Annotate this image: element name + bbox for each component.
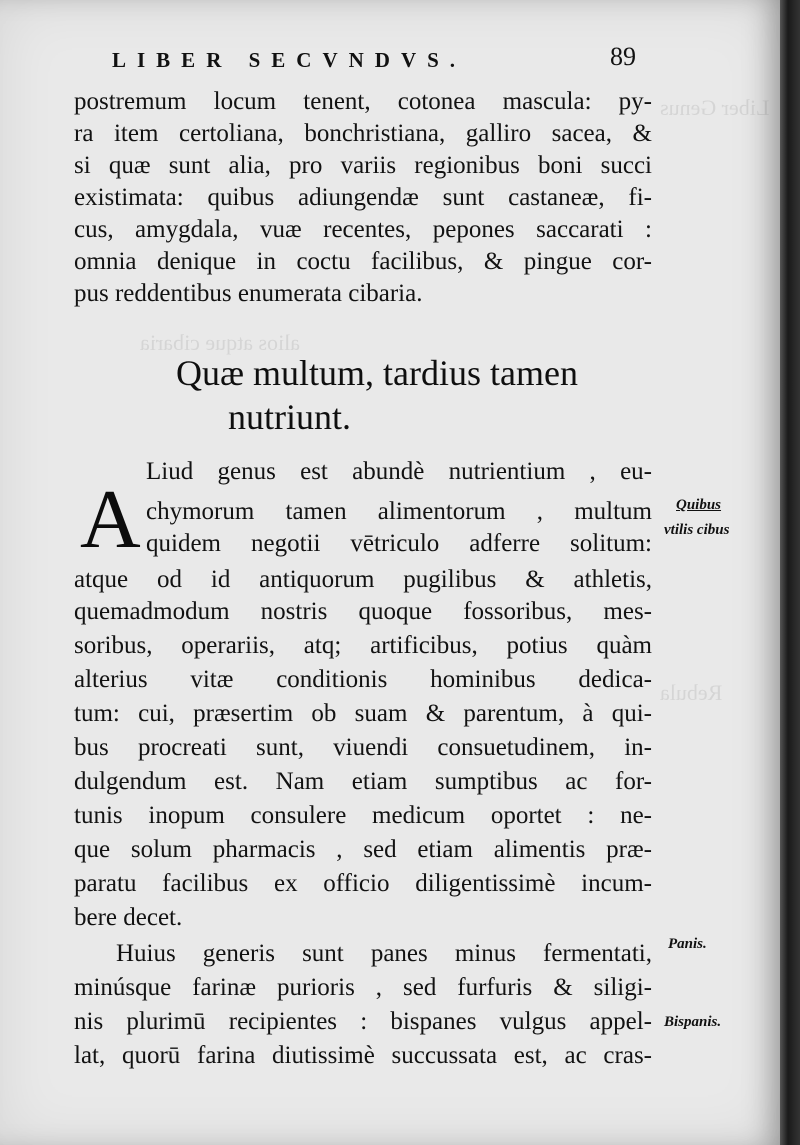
text-line: que solum pharmacis , sed etiam alimentis præ- [74, 836, 652, 863]
text-line: Huius generis sunt panes minus fermentati, [116, 940, 652, 967]
page-number: 89 [610, 42, 636, 71]
text-line: lat, quorū farina diutissimè succussata est, ac cras- [74, 1042, 652, 1069]
text-line: soribus, operariis, atq; artificibus, potius quàm [74, 632, 652, 659]
text-line: si quæ sunt alia, pro variis regionibus boni succi [74, 152, 652, 179]
text-line: alterius vitæ conditionis hominibus dedica- [74, 666, 652, 693]
running-title: LIBER SECVNDVS. [112, 48, 467, 72]
text-line: tunis inopum consulere medicum oportet : ne- [74, 802, 652, 829]
margin-note: Panis. [668, 936, 707, 952]
margin-note: vtilis cibus [664, 522, 730, 538]
bleed-through-text: alios atque cibaria [140, 330, 301, 355]
text-line: existimata: quibus adiungendæ sunt castaneæ, fi- [74, 184, 652, 211]
margin-note: Quibus [676, 497, 722, 513]
text-line: omnia denique in coctu facilibus, & pingue cor- [74, 248, 652, 275]
text-line: bere decet. [74, 904, 183, 931]
text-line: pus reddentibus enumerata cibaria. [74, 280, 423, 307]
drop-cap: A [80, 473, 141, 566]
text-line: dulgendum est. Nam etiam sumptibus ac for- [74, 768, 652, 795]
text-line: quidem negotii vētriculo adferre solitum: [146, 530, 652, 557]
text-line: atque od id antiquorum pugilibus & athletis, [74, 566, 652, 593]
text-line: nis plurimū recipientes : bispanes vulgus appel- [74, 1008, 652, 1035]
text-line: Liud genus est abundè nutrientium , eu- [146, 458, 652, 485]
text-line: chymorum tamen alimentorum , multum [146, 498, 652, 525]
text-line: paratu facilibus ex officio diligentissimè incum- [74, 870, 652, 897]
text-line: postremum locum tenent, cotonea mascula: py- [74, 88, 652, 115]
text-line: bus procreati sunt, viuendi consuetudinem, in- [74, 734, 652, 761]
section-heading-continued: nutriunt. [228, 397, 351, 437]
text-line: tum: cui, præsertim ob suam & parentum, à qui- [74, 700, 652, 727]
section-heading: Quæ multum, tardius tamen [176, 353, 578, 393]
binding-edge [780, 0, 800, 1145]
text-line: cus, amygdala, vuæ recentes, pepones saccarati : [74, 216, 652, 243]
margin-note: Bispanis. [664, 1014, 722, 1030]
text-line: minúsque farinæ purioris , sed furfuris & siligi- [74, 974, 652, 1001]
bleed-through-text: Rebula [660, 680, 723, 705]
text-line: quemadmodum nostris quoque fossoribus, mes- [74, 598, 652, 625]
running-header [112, 42, 636, 82]
bleed-through-text: Liber Genus [660, 95, 770, 120]
text-line: ra item certoliana, bonchristiana, galliro sacea, & [74, 120, 652, 147]
